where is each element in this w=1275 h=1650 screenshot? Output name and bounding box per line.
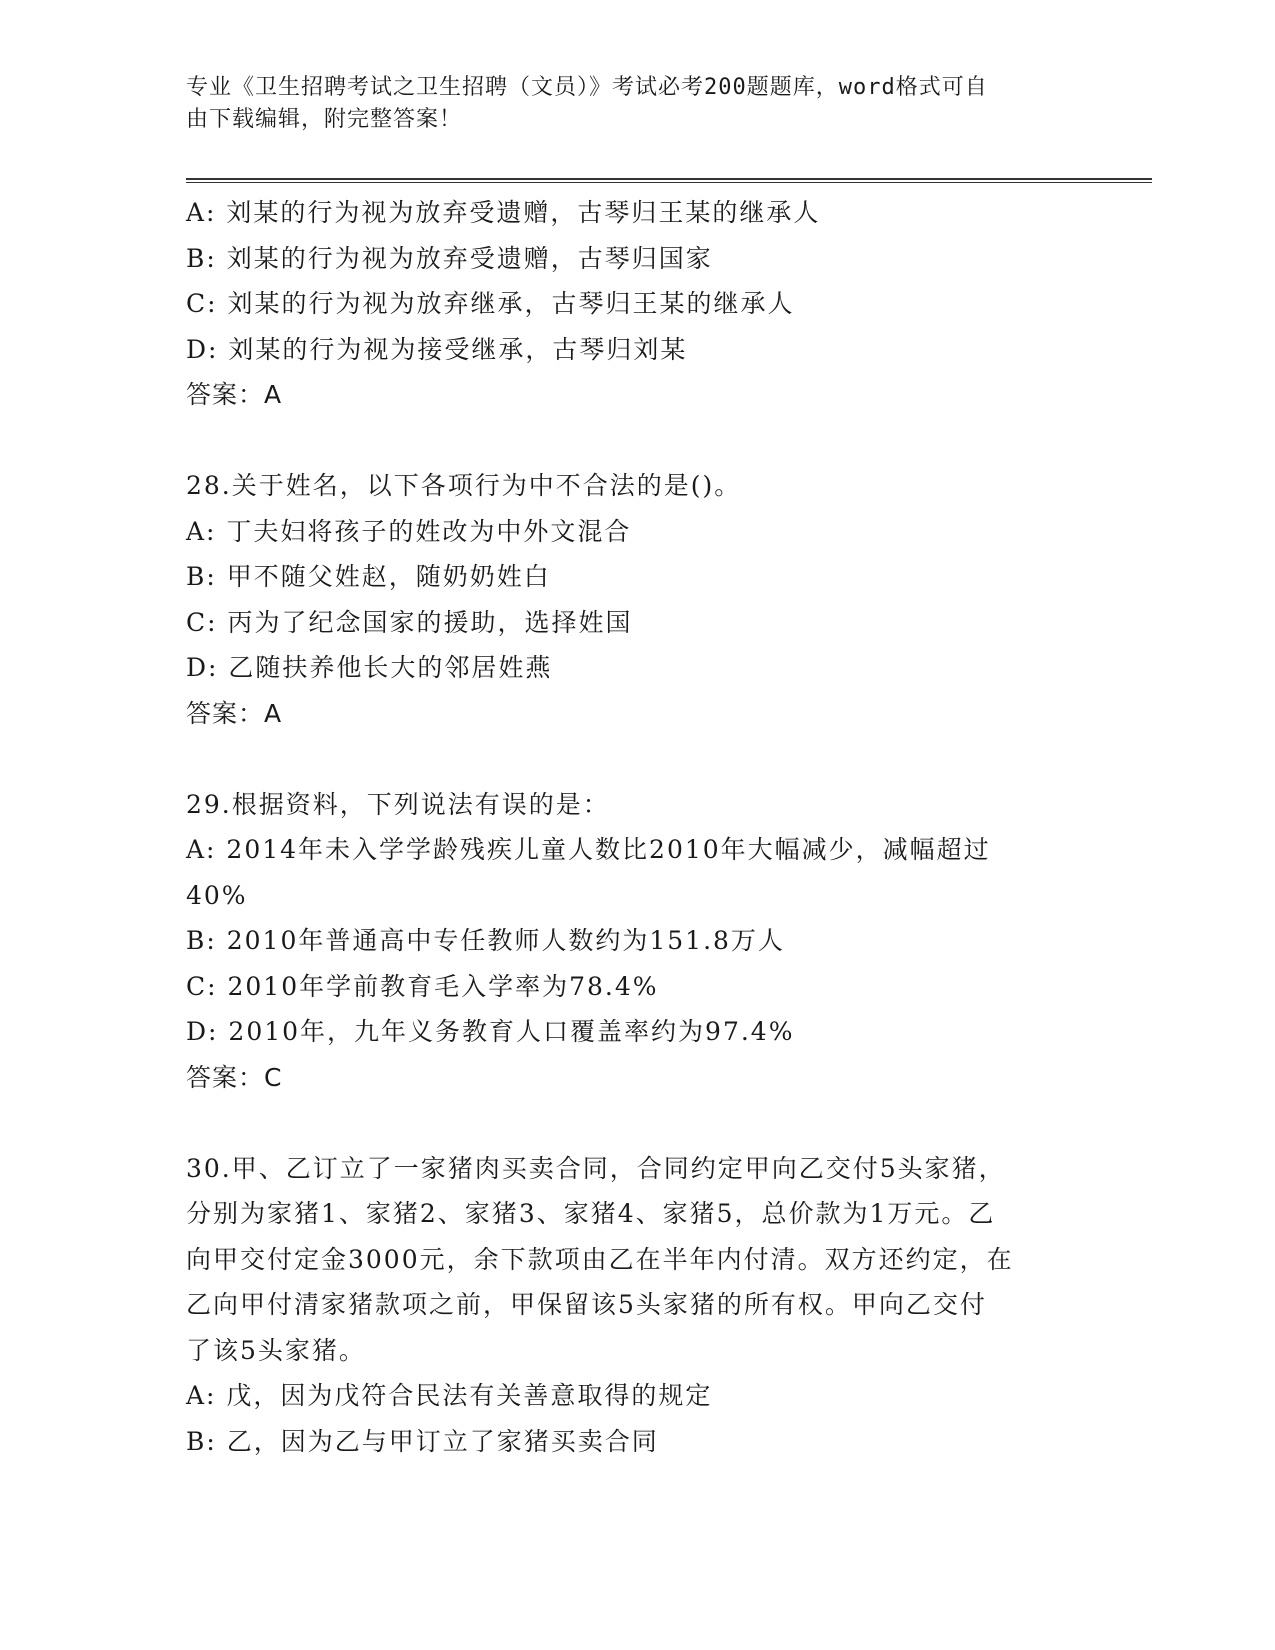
question-stem-line: 分别为家猪1、家猪2、家猪3、家猪4、家猪5，总价款为1万元。乙 [186,1199,996,1228]
document-header [186,72,1066,136]
document-body [186,190,1086,1464]
option-b: B: 2010年普通高中专任教师人数约为151.8万人 [186,926,785,955]
question-28 [186,463,1086,736]
option-a: A: 戊，因为戊符合民法有关善意取得的规定 [186,1381,713,1410]
option-b: B: 乙，因为乙与甲订立了家猪买卖合同 [186,1426,659,1456]
option-a-continued: 40% [186,880,248,910]
option-c: C: 丙为了纪念国家的援助，选择姓国 [186,607,633,637]
option-a: A: 丁夫妇将孩子的姓改为中外文混合 [186,516,632,546]
option-c: C: 2010年学前教育毛入学率为78.4% [186,971,659,1001]
option-a: A: 2014年未入学学龄残疾儿童人数比2010年大幅减少，减幅超过 [186,835,991,864]
spacer [186,736,1086,782]
option-d: D: 乙随扶养他长大的邻居姓燕 [186,653,553,682]
option-c: C: 刘某的行为视为放弃继承，古琴归王某的继承人 [186,289,795,318]
option-a: A: 刘某的行为视为放弃受遗赠，古琴归王某的继承人 [186,198,821,227]
spacer [186,1100,1086,1146]
option-b: B: 刘某的行为视为放弃受遗赠，古琴归国家 [186,243,713,273]
question-27-continued [186,190,1086,418]
header-divider-thin [186,182,1152,183]
header-line-2: 由下载编辑，附完整答案！ [186,107,463,132]
question-30 [186,1146,1086,1465]
question-stem: 29.根据资料，下列说法有误的是： [186,789,610,819]
question-stem-line: 向甲交付定金3000元，余下款项由乙在半年内付清。双方还约定，在 [186,1244,1014,1274]
spacer [186,418,1086,464]
question-29 [186,782,1086,1101]
answer: 答案：A [186,380,283,409]
question-stem: 28.关于姓名，以下各项行为中不合法的是()。 [186,471,742,500]
answer: 答案：C [186,1062,283,1092]
option-d: D: 刘某的行为视为接受继承，古琴归刘某 [186,334,688,364]
option-d: D: 2010年，九年义务教育人口覆盖率约为97.4% [186,1017,795,1046]
header-divider-thick [186,178,1152,180]
question-stem-line: 了该5头家猪。 [186,1335,366,1365]
question-stem-line: 30.甲、乙订立了一家猪肉买卖合同，合同约定甲向乙交付5头家猪， [186,1153,1006,1183]
answer: 答案：A [186,698,283,728]
header-line-1: 专业《卫生招聘考试之卫生招聘（文员）》考试必考200题题库，word格式可自 [186,75,988,100]
question-stem-line: 乙向甲付清家猪款项之前，甲保留该5头家猪的所有权。甲向乙交付 [186,1290,987,1319]
option-b: B: 甲不随父姓赵，随奶奶姓白 [186,562,551,591]
